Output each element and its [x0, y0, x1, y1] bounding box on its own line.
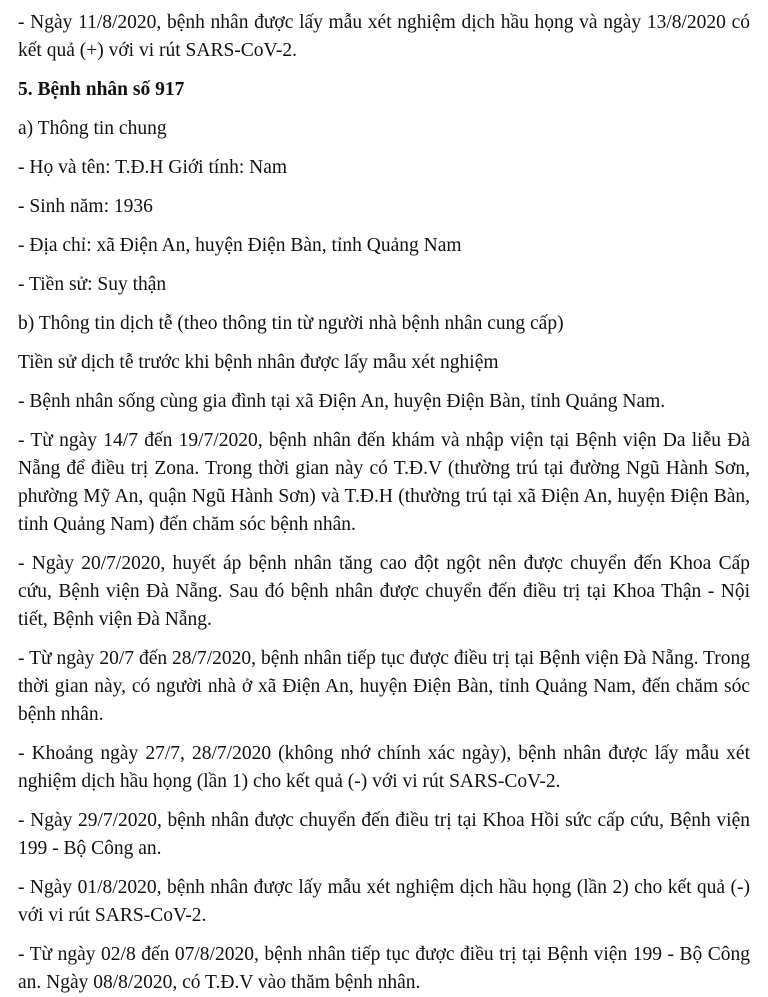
list-item: - Ngày 01/8/2020, bệnh nhân được lấy mẫu xét nghiệm dịch hầu họng (lần 2) cho kết quả (-) với vi rút SARS-CoV-2.: [18, 877, 750, 926]
general-info-heading: a) Thông tin chung: [18, 118, 167, 139]
list-item: - Khoảng ngày 27/7, 28/7/2020 (không nhớ chính xác ngày), bệnh nhân được lấy mẫu xét nghiệm dịch hầu họng (lần 1) cho kết quả (-) với vi rút SARS-CoV-2.: [18, 743, 750, 792]
list-item: - Ngày 29/7/2020, bệnh nhân được chuyển đến điều trị tại Khoa Hồi sức cấp cứu, Bệnh viện 199 - Bộ Công an.: [18, 810, 750, 859]
list-item: - Bệnh nhân sống cùng gia đình tại xã Điện An, huyện Điện Bàn, tỉnh Quảng Nam.: [18, 391, 666, 412]
address-line: - Địa chỉ: xã Điện An, huyện Điện Bàn, tỉnh Quảng Nam: [18, 235, 462, 256]
birth-year-line: - Sinh năm: 1936: [18, 196, 153, 217]
section-heading: 5. Bệnh nhân số 917: [18, 79, 185, 100]
list-item: - Từ ngày 14/7 đến 19/7/2020, bệnh nhân đến khám và nhập viện tại Bệnh viện Da liễu Đà Nẵng để điều trị Zona. Trong thời gian này có T.Đ.V (thường trú tại đường Ngũ Hành Sơn, phường Mỹ An, quận Ngũ Hành Sơn) và T.Đ.H (thường trú tại xã Điện An, huyện Điện Bàn, tỉnh Quảng Nam) đến chăm sóc bệnh nhân.: [18, 430, 750, 535]
intro-paragraph: - Ngày 11/8/2020, bệnh nhân được lấy mẫu xét nghiệm dịch hầu họng và ngày 13/8/2020 có kết quả (+) với vi rút SARS-CoV-2.: [18, 12, 750, 61]
epi-history-intro: Tiền sử dịch tễ trước khi bệnh nhân được lấy mẫu xét nghiệm: [18, 352, 499, 373]
list-item: - Ngày 20/7/2020, huyết áp bệnh nhân tăng cao đột ngột nên được chuyển đến Khoa Cấp cứu, Bệnh viện Đà Nẵng. Sau đó bệnh nhân được chuyển đến điều trị tại Khoa Thận - Nội tiết, Bệnh viện Đà Nẵng.: [18, 553, 750, 630]
history-line: - Tiền sử: Suy thận: [18, 274, 167, 295]
name-gender-line: - Họ và tên: T.Đ.H Giới tính: Nam: [18, 157, 288, 178]
list-item: - Từ ngày 20/7 đến 28/7/2020, bệnh nhân tiếp tục được điều trị tại Bệnh viện Đà Nẵng. Trong thời gian này, có người nhà ở xã Điện An, huyện Điện Bàn, tỉnh Quảng Nam, đến chăm sóc bệnh nhân.: [18, 648, 750, 725]
epi-info-heading: b) Thông tin dịch tễ (theo thông tin từ người nhà bệnh nhân cung cấp): [18, 313, 564, 334]
list-item: - Từ ngày 02/8 đến 07/8/2020, bệnh nhân tiếp tục được điều trị tại Bệnh viện 199 - Bộ Công an. Ngày 08/8/2020, có T.Đ.V vào thăm bệnh nhân.: [18, 944, 750, 993]
